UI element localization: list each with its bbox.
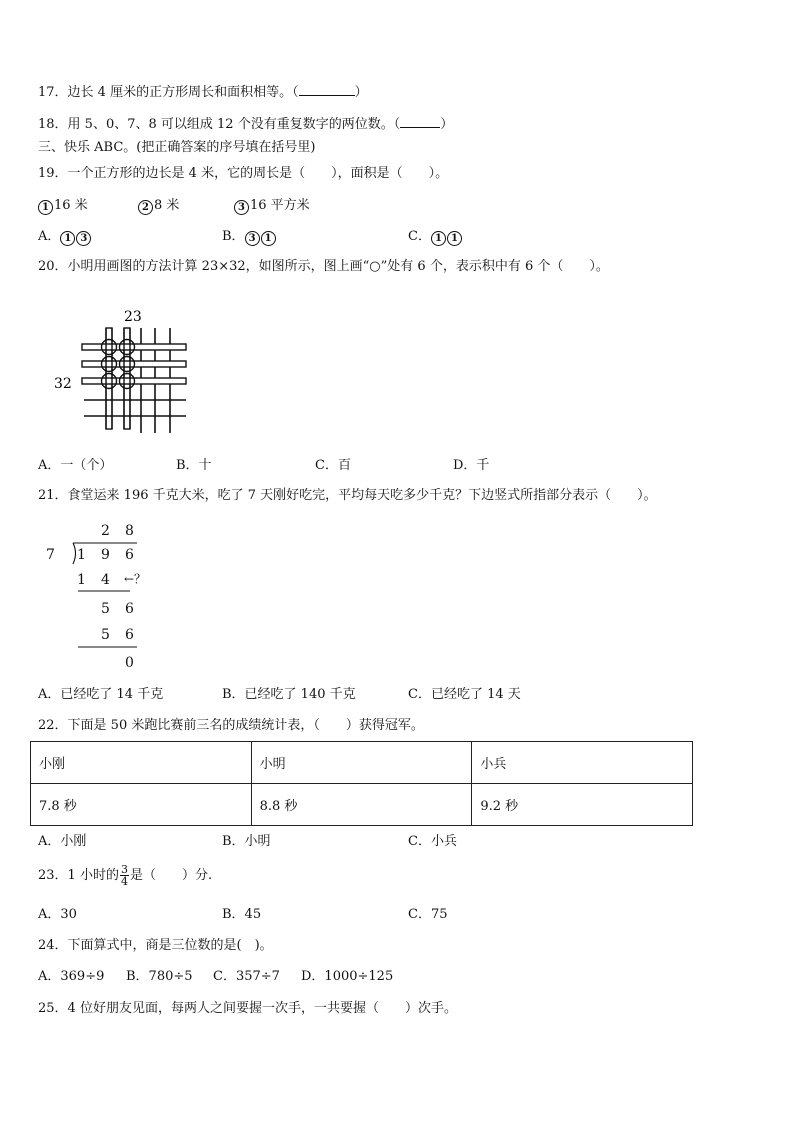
table-header-cell: 小兵 (472, 742, 693, 784)
q23-pre: 23．1 小时的 (38, 868, 119, 883)
q24-option-b[interactable]: B．780÷5 (126, 969, 193, 984)
step3-digit: 6 (125, 627, 134, 643)
q18-text: 18．用 5、0、7、8 可以组成 12 个没有重复数字的两位数。（ (38, 117, 401, 132)
fraction-numerator: 3 (120, 863, 128, 876)
q22-option-c[interactable]: C．小兵 (408, 834, 457, 849)
table-cell: 7.8 秒 (31, 784, 252, 826)
q21-option-c[interactable]: C．已经吃了 14 天 (408, 687, 521, 702)
quotient-digit: 2 (101, 523, 110, 539)
q19-option-a[interactable] (38, 229, 92, 246)
division-bracket (73, 543, 76, 564)
q18-answer-blank[interactable] (400, 115, 440, 128)
q22-option-b[interactable]: B．小明 (222, 834, 271, 849)
question-21: 21．食堂运来 196 千克大米，吃了 7 天刚好吃完，平均每天吃多少千克？下边竖式所指部分表示（ ）。 (38, 488, 657, 503)
fig-label-32: 32 (54, 376, 72, 392)
q22-results-table (30, 741, 693, 826)
circled-number-icon: 1 (60, 231, 75, 246)
question-20: 20．小明用画图的方法计算 23×32，如图所示，图上画“○”处有 6 个，表示积中有 6 个（ ）。 (38, 259, 609, 274)
step2-digit: 6 (125, 601, 134, 617)
table-cell: 8.8 秒 (251, 784, 472, 826)
step1-digit: 4 (101, 572, 110, 588)
q24-option-d[interactable]: D．1000÷125 (301, 969, 394, 984)
option-letter: B． (222, 229, 245, 244)
divisor: 7 (46, 547, 55, 563)
question-19: 19．一个正方形的边长是 4 米，它的周长是（ ），面积是（ ）。 (38, 166, 449, 181)
step3-digit: 5 (101, 627, 110, 643)
question-24: 24．下面算式中，商是三位数的是( )。 (38, 938, 273, 953)
q24-option-c[interactable]: C．357÷7 (213, 969, 280, 984)
dividend-digit: 9 (101, 547, 110, 563)
q17-answer-blank[interactable] (299, 83, 355, 96)
q20-multiplication-grid-figure (50, 300, 200, 440)
circled-number-icon: 3 (76, 231, 91, 246)
q17-text: 17．边长 4 厘米的正方形周长和面积相等。（ (38, 85, 299, 100)
q19-item-3-label: 16 平方米 (250, 198, 310, 213)
q19-item-1 (38, 198, 88, 215)
arrow-question-icon: ←？ (124, 572, 147, 586)
fig-label-23: 23 (124, 309, 142, 325)
fraction (120, 864, 129, 887)
step1-digit: 1 (77, 572, 86, 588)
q19-item-1-label: 16 米 (54, 198, 88, 213)
table-row (31, 742, 693, 784)
circled-number-icon: 1 (261, 231, 276, 246)
q19-option-c[interactable] (408, 229, 463, 246)
table-cell: 9.2 秒 (472, 784, 693, 826)
q24-option-a[interactable]: A．369÷9 (38, 969, 105, 984)
question-18 (38, 115, 453, 133)
circled-number-icon: 3 (234, 200, 249, 215)
dividend-digit: 6 (125, 547, 134, 563)
q19-item-2-label: 8 米 (154, 198, 180, 213)
circled-number-icon: 1 (447, 231, 462, 246)
q21-option-a[interactable]: A．已经吃了 14 千克 (38, 687, 164, 702)
circled-number-icon: 2 (138, 200, 153, 215)
question-25: 25．4 位好朋友见面，每两人之间要握一次手，一共要握（ ）次手。 (38, 1001, 457, 1016)
q20-option-b[interactable]: B．十 (176, 458, 212, 473)
q19-item-2 (138, 198, 179, 215)
q17-close: ） (354, 85, 368, 100)
dividend-digit: 1 (77, 547, 86, 563)
q22-option-a[interactable]: A．小刚 (38, 834, 87, 849)
quotient-digit: 8 (125, 523, 134, 539)
q21-option-b[interactable]: B．已经吃了 140 千克 (222, 687, 356, 702)
q23-option-b[interactable]: B．45 (222, 907, 262, 922)
q23-post: 是（ ）分. (129, 868, 213, 883)
q20-option-a[interactable]: A．一（个） (38, 458, 113, 473)
table-header-cell: 小刚 (31, 742, 252, 784)
table-row (31, 784, 693, 826)
q20-option-c[interactable]: C．百 (315, 458, 351, 473)
q20-option-d[interactable]: D．千 (453, 458, 490, 473)
question-17 (38, 83, 368, 101)
fraction-denominator: 4 (120, 875, 128, 888)
q19-item-3 (234, 198, 310, 215)
question-22: 22．下面是 50 米跑比赛前三名的成绩统计表，（ ）获得冠军。 (38, 718, 424, 733)
table-header-cell: 小明 (251, 742, 472, 784)
section-3-heading: 三、快乐 ABC。(把正确答案的序号填在括号里) (38, 140, 316, 155)
question-23 (38, 864, 212, 888)
circled-number-icon: 1 (38, 200, 53, 215)
q18-close: ） (440, 117, 454, 132)
circled-number-icon: 3 (245, 231, 260, 246)
q21-long-division (40, 514, 170, 674)
remainder: 0 (125, 655, 134, 671)
step2-digit: 5 (101, 601, 110, 617)
circled-number-icon: 1 (431, 231, 446, 246)
q19-option-b[interactable] (222, 229, 277, 246)
option-letter: C． (408, 229, 431, 244)
option-letter: A． (38, 229, 61, 244)
q23-option-a[interactable]: A．30 (38, 907, 77, 922)
q23-option-c[interactable]: C．75 (408, 907, 448, 922)
